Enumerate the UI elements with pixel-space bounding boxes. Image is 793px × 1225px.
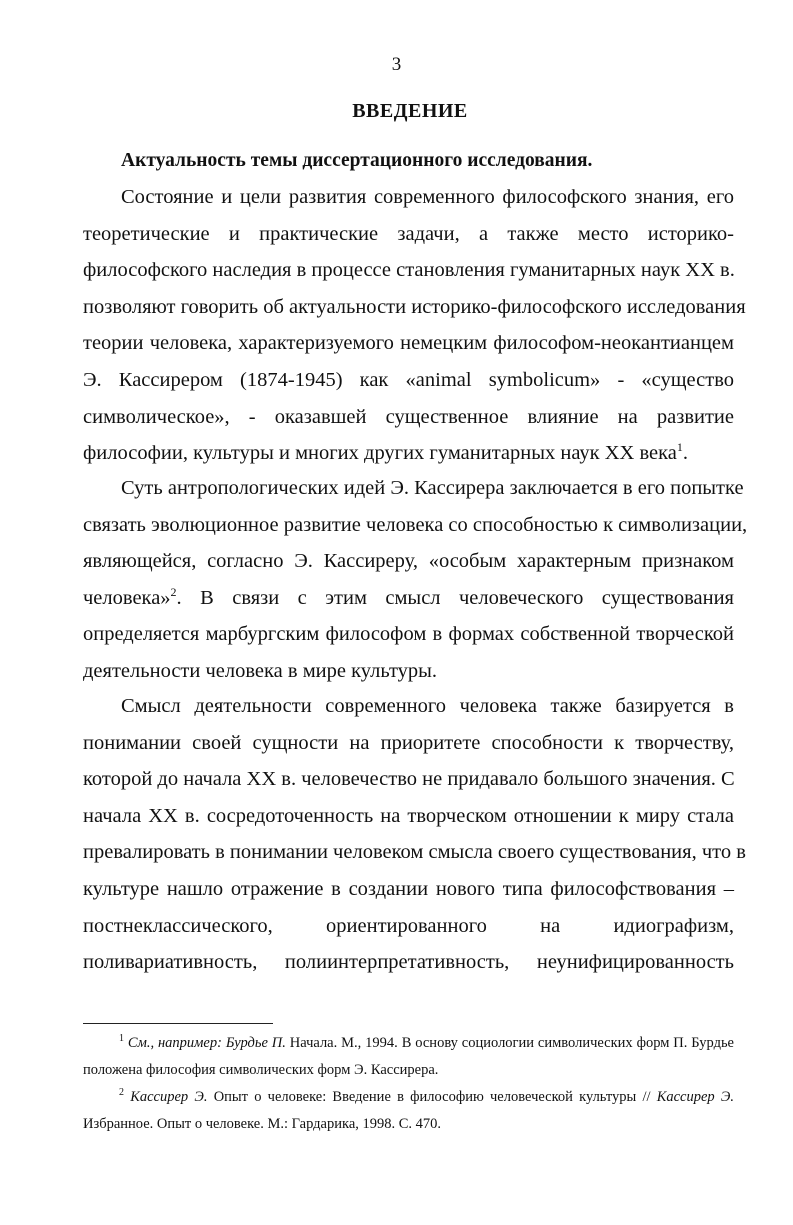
page-title: ВВЕДЕНИЕ <box>352 100 468 122</box>
text-line <box>83 580 734 617</box>
section-subheading: Актуальность темы диссертационного исследования. <box>121 150 593 171</box>
text-line: Смысл деятельности современного человека также базируется в <box>121 695 734 717</box>
text-line: связать эволюционное развитие человека со способностью к символизации, <box>83 513 748 536</box>
text-line: которой до начала XX в. человечество не придавало большого значения. С <box>83 768 735 791</box>
text-line: понимании своей сущности на приоритете способности к творчеству, <box>83 731 734 754</box>
text-line: позволяют говорить об актуальности историко-философского исследования <box>83 295 746 318</box>
footnote-mark: 2 <box>119 1087 124 1099</box>
footnote-italic: Кассирер Э. <box>130 1089 208 1105</box>
text-line: начала XX в. сосредоточенность на творческом отношении к миру стала <box>83 804 734 827</box>
footnote-ref-2: 2 <box>170 584 177 599</box>
text-segment: . В связи с этим смысл человеческого существования <box>176 586 734 609</box>
footnote-italic: См., например: Бурдье П. <box>127 1035 286 1051</box>
paragraph-3 <box>83 688 746 981</box>
text-line <box>83 435 734 472</box>
footnote-1 <box>83 1030 734 1057</box>
text-line: теоретические и практические задачи, а также место историко- <box>83 222 734 245</box>
text-line: поливариативность, полиинтерпретативность, неунифицированность <box>83 951 734 974</box>
footnote-divider <box>83 1023 273 1024</box>
footnote-italic: Кассирер Э. <box>650 1089 735 1105</box>
footnote-text: Начала. М., 1994. В основу социологии символических форм П. Бурдье <box>285 1035 734 1051</box>
text-line: Состояние и цели развития современного философского знания, его <box>121 186 734 208</box>
text-segment: . <box>682 442 688 465</box>
text-segment: философии, культуры и многих других гуманитарных наук XX века <box>83 442 677 465</box>
text-line: культуре нашло отражение в создании нового типа философствования – <box>83 877 734 900</box>
text-line: определяется марбургским философом в формах собственной творческой <box>83 623 734 646</box>
footnote-text: Опыт о человеке: Введение в философию человеческой культуры // <box>207 1089 651 1105</box>
text-line: деятельности человека в мире культуры. <box>83 659 438 682</box>
paragraph-1 <box>83 179 746 472</box>
text-line: Э. Кассирером (1874-1945) как «animal symbolicum» - «существо <box>83 368 734 391</box>
footnote-1-cont: положена философия символических форм Э. Кассирера. <box>83 1062 439 1078</box>
text-line: превалировать в понимании человеком смысла своего существования, что в <box>83 841 746 864</box>
text-line: философского наследия в процессе становления гуманитарных наук XX в. <box>83 259 735 282</box>
text-line: Суть антропологических идей Э. Кассирера заключается в его попытке <box>121 477 744 499</box>
footnote-mark: 1 <box>119 1033 124 1045</box>
text-line: являющейся, согласно Э. Кассиреру, «особым характерным признаком <box>83 550 734 573</box>
text-line: символическое», - оказавшей существенное влияние на развитие <box>83 405 734 428</box>
text-line: постнеклассического, ориентированного на идиографизм, <box>83 914 734 937</box>
paragraph-2 <box>83 470 748 690</box>
footnote-2 <box>83 1084 734 1111</box>
text-segment: человека» <box>83 586 171 609</box>
footnotes <box>83 1030 734 1138</box>
footnote-ref-1: 1 <box>676 440 683 455</box>
text-line: теории человека, характеризуемого немецким философом-неокантианцем <box>83 332 734 355</box>
page-number: 3 <box>391 54 402 75</box>
footnote-2-cont: Избранное. Опыт о человеке. М.: Гардарика, 1998. С. 470. <box>83 1116 442 1132</box>
